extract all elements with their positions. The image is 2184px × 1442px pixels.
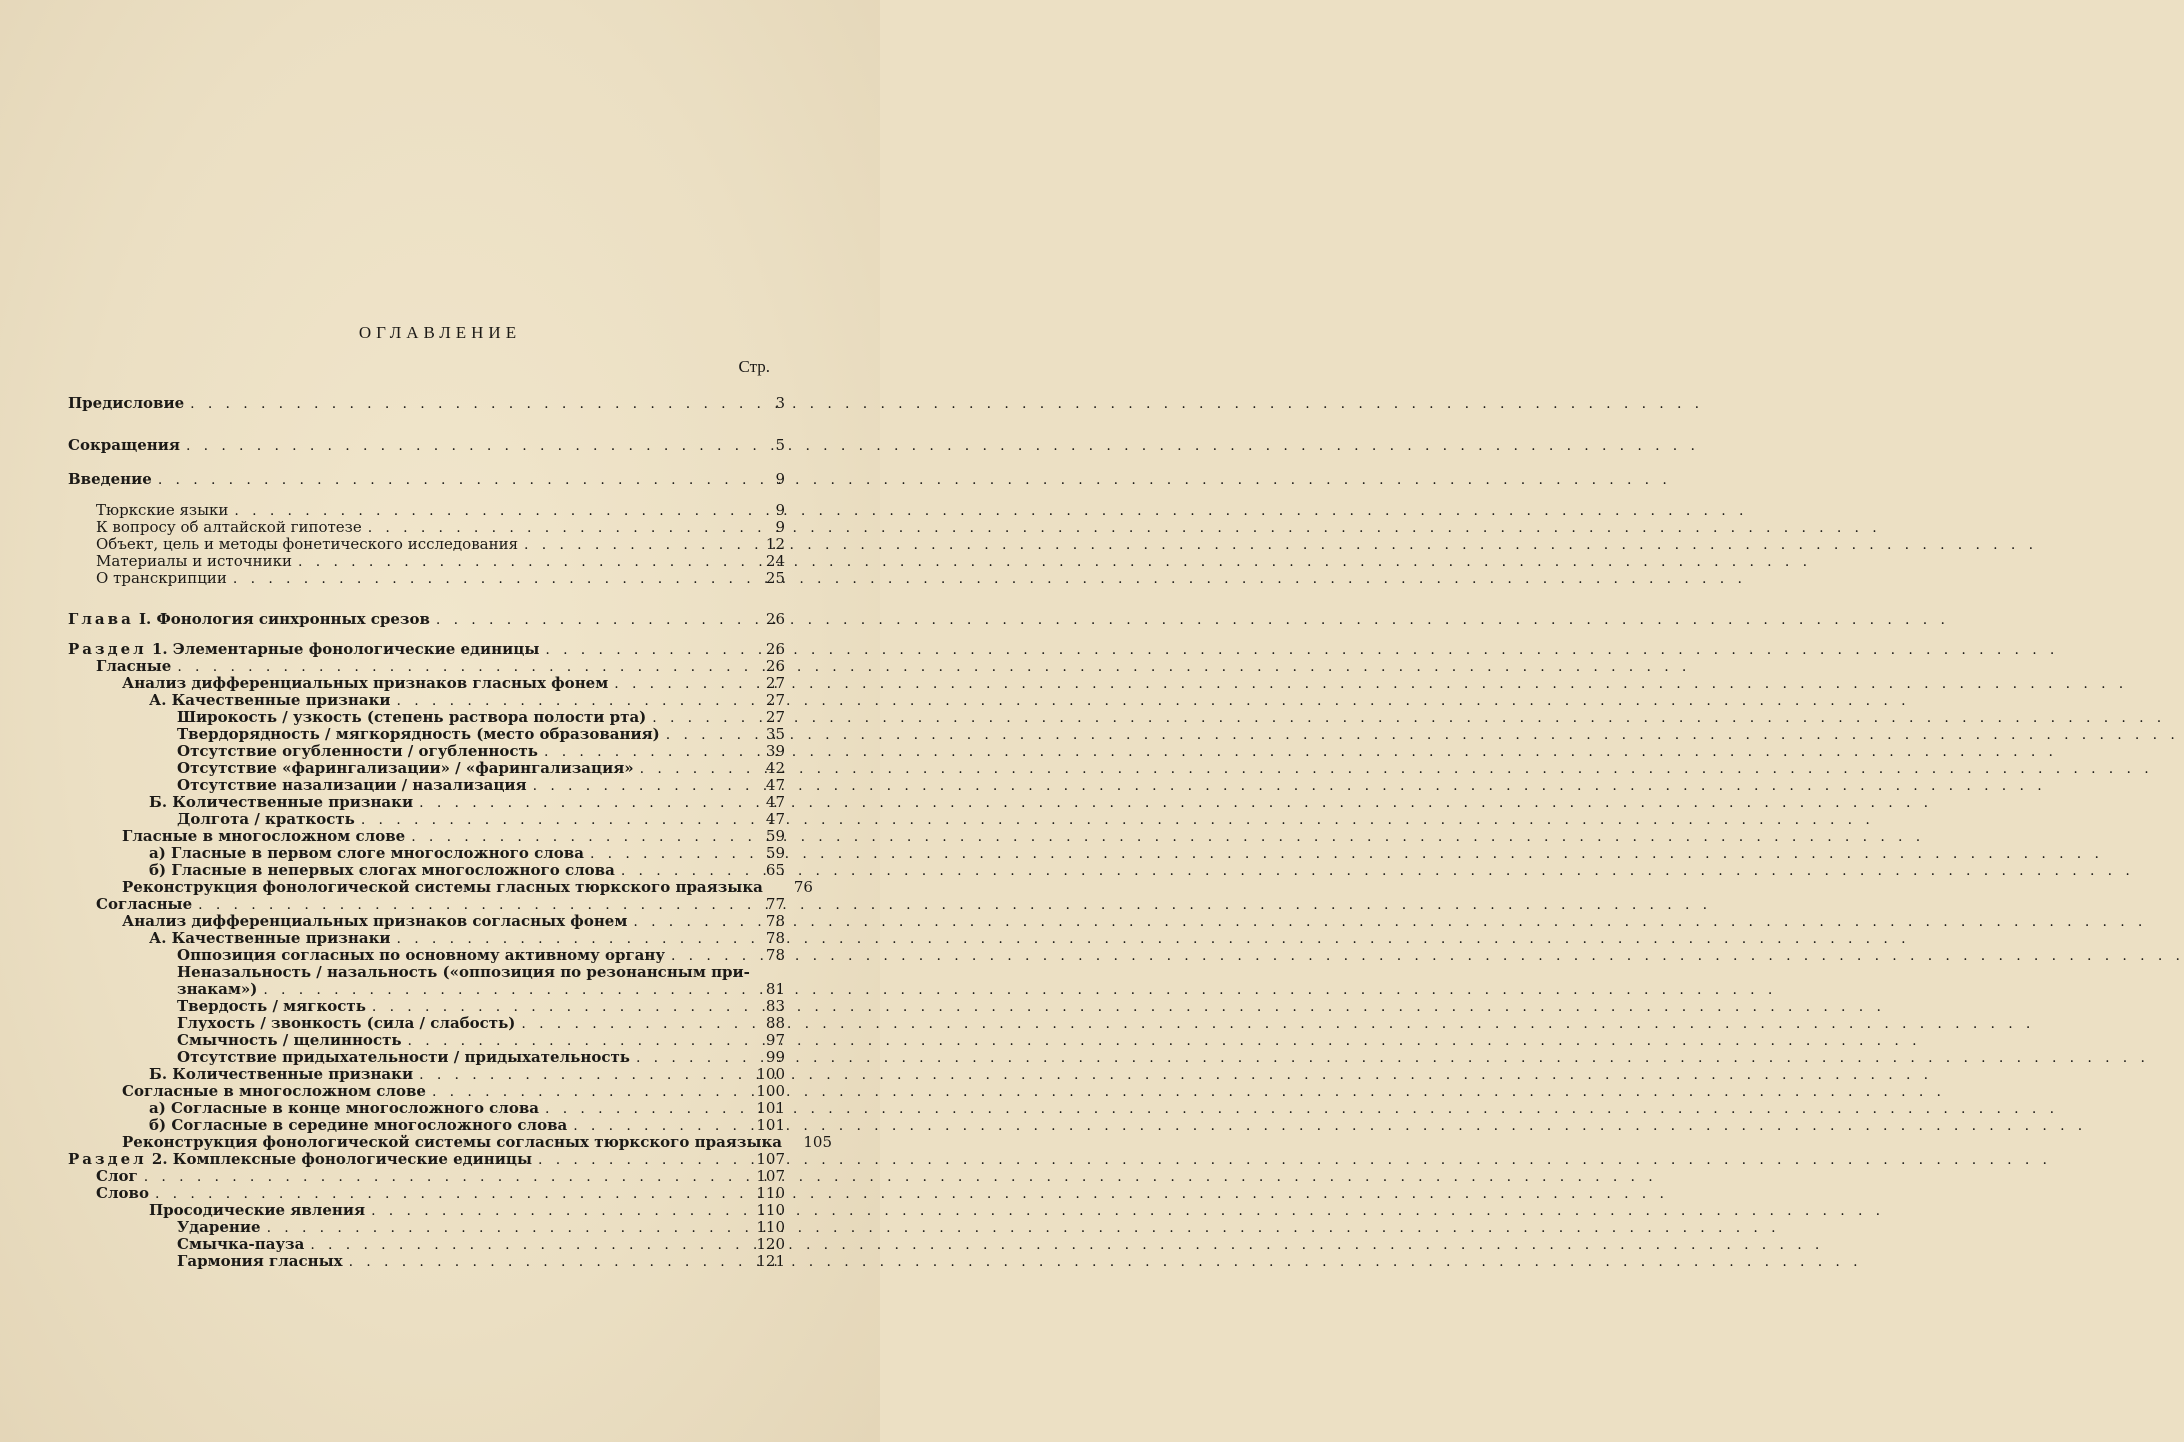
- toc-entry: [177, 1031, 785, 1049]
- toc-entry-page: 105: [803, 1133, 833, 1151]
- toc-entry-page: 26: [765, 657, 785, 675]
- toc-entry: [68, 640, 785, 658]
- toc-entry-title: Смычность / щелинность: [177, 1031, 402, 1049]
- toc-entry: [177, 776, 785, 794]
- toc-entry-page: 83: [765, 997, 785, 1015]
- toc-entry-title: а) Согласные в конце многосложного слова: [149, 1099, 540, 1117]
- page-column-label: Стр.: [738, 357, 770, 376]
- toc-entry-page: 100: [756, 1065, 785, 1083]
- toc-entry-page: 99: [765, 1048, 785, 1066]
- toc-entry-page: 77: [765, 895, 785, 913]
- toc-entry-title: Введение: [68, 470, 152, 488]
- toc-entry-page: 42: [765, 759, 785, 777]
- toc-entry-page: 47: [765, 793, 785, 811]
- toc-entry-page: 78: [765, 912, 785, 930]
- dot-leader: [233, 570, 747, 588]
- toc-entry-title: Раздел 1. Элементарные фонологические единицы: [68, 640, 540, 658]
- toc-entry-page: 110: [756, 1184, 785, 1202]
- toc-entry: [149, 929, 785, 947]
- toc-entry-title: А. Качественные признаки: [149, 929, 391, 947]
- toc-entry: [68, 1150, 785, 1168]
- toc-entry-title: Согласные в многосложном слове: [122, 1082, 426, 1100]
- toc-entry-page: 78: [765, 929, 785, 947]
- toc-entry-page: 27: [765, 708, 785, 726]
- toc-entry: [122, 674, 785, 692]
- toc-entry: [177, 980, 785, 998]
- dot-leader: [436, 611, 747, 629]
- toc-entry: [149, 1065, 785, 1083]
- toc-entry: [149, 861, 785, 879]
- toc-entry-page: 25: [765, 569, 785, 587]
- toc-entry-page: 9: [775, 518, 785, 536]
- toc-entry-page: 107: [756, 1150, 785, 1168]
- toc-entry: [149, 1116, 785, 1134]
- dot-leader: [349, 1253, 747, 1271]
- toc-entry: [177, 997, 785, 1015]
- toc-entry-page: 47: [765, 776, 785, 794]
- toc-entry-title: О транскрипции: [96, 569, 227, 587]
- toc-entry-page: 9: [775, 470, 785, 488]
- toc-entry-title: Ударение: [177, 1218, 261, 1236]
- toc-entry-title: Согласные: [96, 895, 193, 913]
- toc-entry: [96, 535, 785, 553]
- toc-entry: [96, 1167, 785, 1185]
- toc-entry-page: 59: [765, 844, 785, 862]
- dot-leader: [186, 437, 747, 455]
- toc-entry-title: Неназальность / назальность («оппозиция по резонансным при-: [177, 963, 750, 981]
- toc-entry-title: Сокращения: [68, 436, 180, 454]
- toc-entry-title: Твердость / мягкость: [177, 997, 366, 1015]
- toc-entry-title: Предисловие: [68, 394, 185, 412]
- toc-entry-title: Оппозиция согласных по основному активному органу: [177, 946, 665, 964]
- toc-entry-page: 26: [765, 640, 785, 658]
- toc-entry: [177, 759, 785, 777]
- toc-entry: [177, 963, 785, 981]
- toc-entry-page: 120: [756, 1235, 785, 1253]
- dot-leader: [190, 395, 747, 413]
- toc-entry-title: Анализ дифференциальных признаков согласных фонем: [122, 912, 628, 930]
- toc-entry-title: Материалы и источники: [96, 552, 293, 570]
- page-title: ОГЛАВЛЕНИЕ: [358, 323, 522, 342]
- toc-entry: [149, 844, 785, 862]
- toc-entry-title: Долгота / краткость: [177, 810, 355, 828]
- toc-entry-page: 5: [775, 436, 785, 454]
- toc-entry: [149, 793, 785, 811]
- toc-entry: [68, 394, 785, 412]
- toc-entry: [96, 552, 785, 570]
- toc-entry: [149, 1099, 785, 1117]
- toc-entry: [96, 501, 785, 519]
- toc-entry: [122, 1082, 785, 1100]
- toc-entry: [177, 1252, 785, 1270]
- toc-entry: [149, 691, 785, 709]
- toc-entry-page: 97: [765, 1031, 785, 1049]
- toc-entry: [177, 1235, 785, 1253]
- toc-entry-title: Глухость / звонкость (сила / слабость): [177, 1014, 516, 1032]
- toc-entry: [177, 708, 785, 726]
- toc-entry-title: Твердорядность / мягкорядность (место образования): [177, 725, 660, 743]
- toc-entry-title: б) Согласные в середине многосложного слова: [149, 1116, 568, 1134]
- book-page: [0, 0, 880, 1442]
- toc-entry-page: 3: [775, 394, 785, 412]
- toc-entry-title: Тюркские языки: [96, 501, 229, 519]
- dot-leader: [158, 471, 747, 489]
- toc-entry-page: 78: [765, 946, 785, 964]
- toc-entry-title: Отсутствие назализации / назализация: [177, 776, 527, 794]
- toc-entry: [68, 610, 785, 628]
- toc-entry: [177, 1014, 785, 1032]
- toc-entry-page: 101: [756, 1099, 785, 1117]
- toc-entry: [96, 1184, 785, 1202]
- toc-entry: [122, 878, 813, 896]
- toc-entry-page: 24: [765, 552, 785, 570]
- toc-entry-page: 76: [793, 878, 813, 896]
- toc-entry-title: Гласные: [96, 657, 172, 675]
- toc-entry-page: 39: [765, 742, 785, 760]
- toc-entry-page: 35: [765, 725, 785, 743]
- toc-entry-page: 27: [765, 691, 785, 709]
- toc-entry-title: Б. Количественные признаки: [149, 1065, 414, 1083]
- toc-entry-page: 65: [765, 861, 785, 879]
- toc-entry-page: 100: [756, 1082, 785, 1100]
- toc-entry-page: 110: [756, 1218, 785, 1236]
- toc-entry-page: 88: [765, 1014, 785, 1032]
- toc-entry-page: 47: [765, 810, 785, 828]
- toc-entry: [122, 827, 785, 845]
- toc-entry: [177, 1218, 785, 1236]
- toc-entry-title: Отсутствие огубленности / огубленность: [177, 742, 538, 760]
- toc-entry: [177, 1048, 785, 1066]
- toc-entry-title: Анализ дифференциальных признаков гласных фонем: [122, 674, 609, 692]
- toc-entry: [177, 725, 785, 743]
- toc-entry-title: Отсутствие «фарингализации» / «фарингализация»: [177, 759, 634, 777]
- toc-entry: [68, 436, 785, 454]
- toc-entry-page: 81: [765, 980, 785, 998]
- toc-entry: [68, 470, 785, 488]
- toc-entry-title: Отсутствие придыхательности / придыхательность: [177, 1048, 630, 1066]
- toc-entry: [177, 946, 785, 964]
- toc-entry-title: Глава I. Фонология синхронных срезов: [68, 610, 430, 628]
- toc-entry: [177, 810, 785, 828]
- table-of-contents: [0, 0, 880, 1442]
- toc-entry: [96, 569, 785, 587]
- toc-entry-title: Гласные в многосложном слове: [122, 827, 406, 845]
- toc-entry-title: Широкость / узкость (степень раствора полости рта): [177, 708, 647, 726]
- toc-entry-title: Слово: [96, 1184, 149, 1202]
- toc-entry-title: А. Качественные признаки: [149, 691, 391, 709]
- toc-entry-title: Б. Количественные признаки: [149, 793, 414, 811]
- toc-entry-page: 27: [765, 674, 785, 692]
- toc-entry-title: б) Гласные в непервых слогах многосложного слова: [149, 861, 615, 879]
- toc-entry: [177, 742, 785, 760]
- toc-entry-page: 110: [756, 1201, 785, 1219]
- toc-entry-page: 59: [765, 827, 785, 845]
- toc-entry-title: а) Гласные в первом слоге многосложного слова: [149, 844, 584, 862]
- toc-entry: [96, 657, 785, 675]
- toc-entry: [122, 1133, 833, 1151]
- toc-entry-title: Слог: [96, 1167, 138, 1185]
- toc-entry-title: Реконструкция фонологической системы гласных тюркского праязыка: [122, 878, 763, 896]
- toc-entry-title: Гармония гласных: [177, 1252, 343, 1270]
- toc-entry-page: 9: [775, 501, 785, 519]
- toc-entry-page: 121: [756, 1252, 785, 1270]
- toc-entry: [122, 912, 785, 930]
- toc-entry-title: Реконструкция фонологической системы согласных тюркского праязыка: [122, 1133, 783, 1151]
- toc-entry: [96, 895, 785, 913]
- toc-entry-title: знакам»): [177, 980, 258, 998]
- toc-entry: [96, 518, 785, 536]
- toc-entry-page: 107: [756, 1167, 785, 1185]
- toc-entry-page: 101: [756, 1116, 785, 1134]
- toc-entry-title: К вопросу об алтайской гипотезе: [96, 518, 362, 536]
- toc-entry-page: 12: [765, 535, 785, 553]
- toc-entry-title: Объект, цель и методы фонетического исследования: [96, 535, 519, 553]
- toc-entry-title: Смычка-пауза: [177, 1235, 305, 1253]
- toc-entry-title: Раздел 2. Комплексные фонологические единицы: [68, 1150, 533, 1168]
- toc-entry-page: 26: [765, 610, 785, 628]
- toc-entry-title: Просодические явления: [149, 1201, 366, 1219]
- toc-entry: [149, 1201, 785, 1219]
